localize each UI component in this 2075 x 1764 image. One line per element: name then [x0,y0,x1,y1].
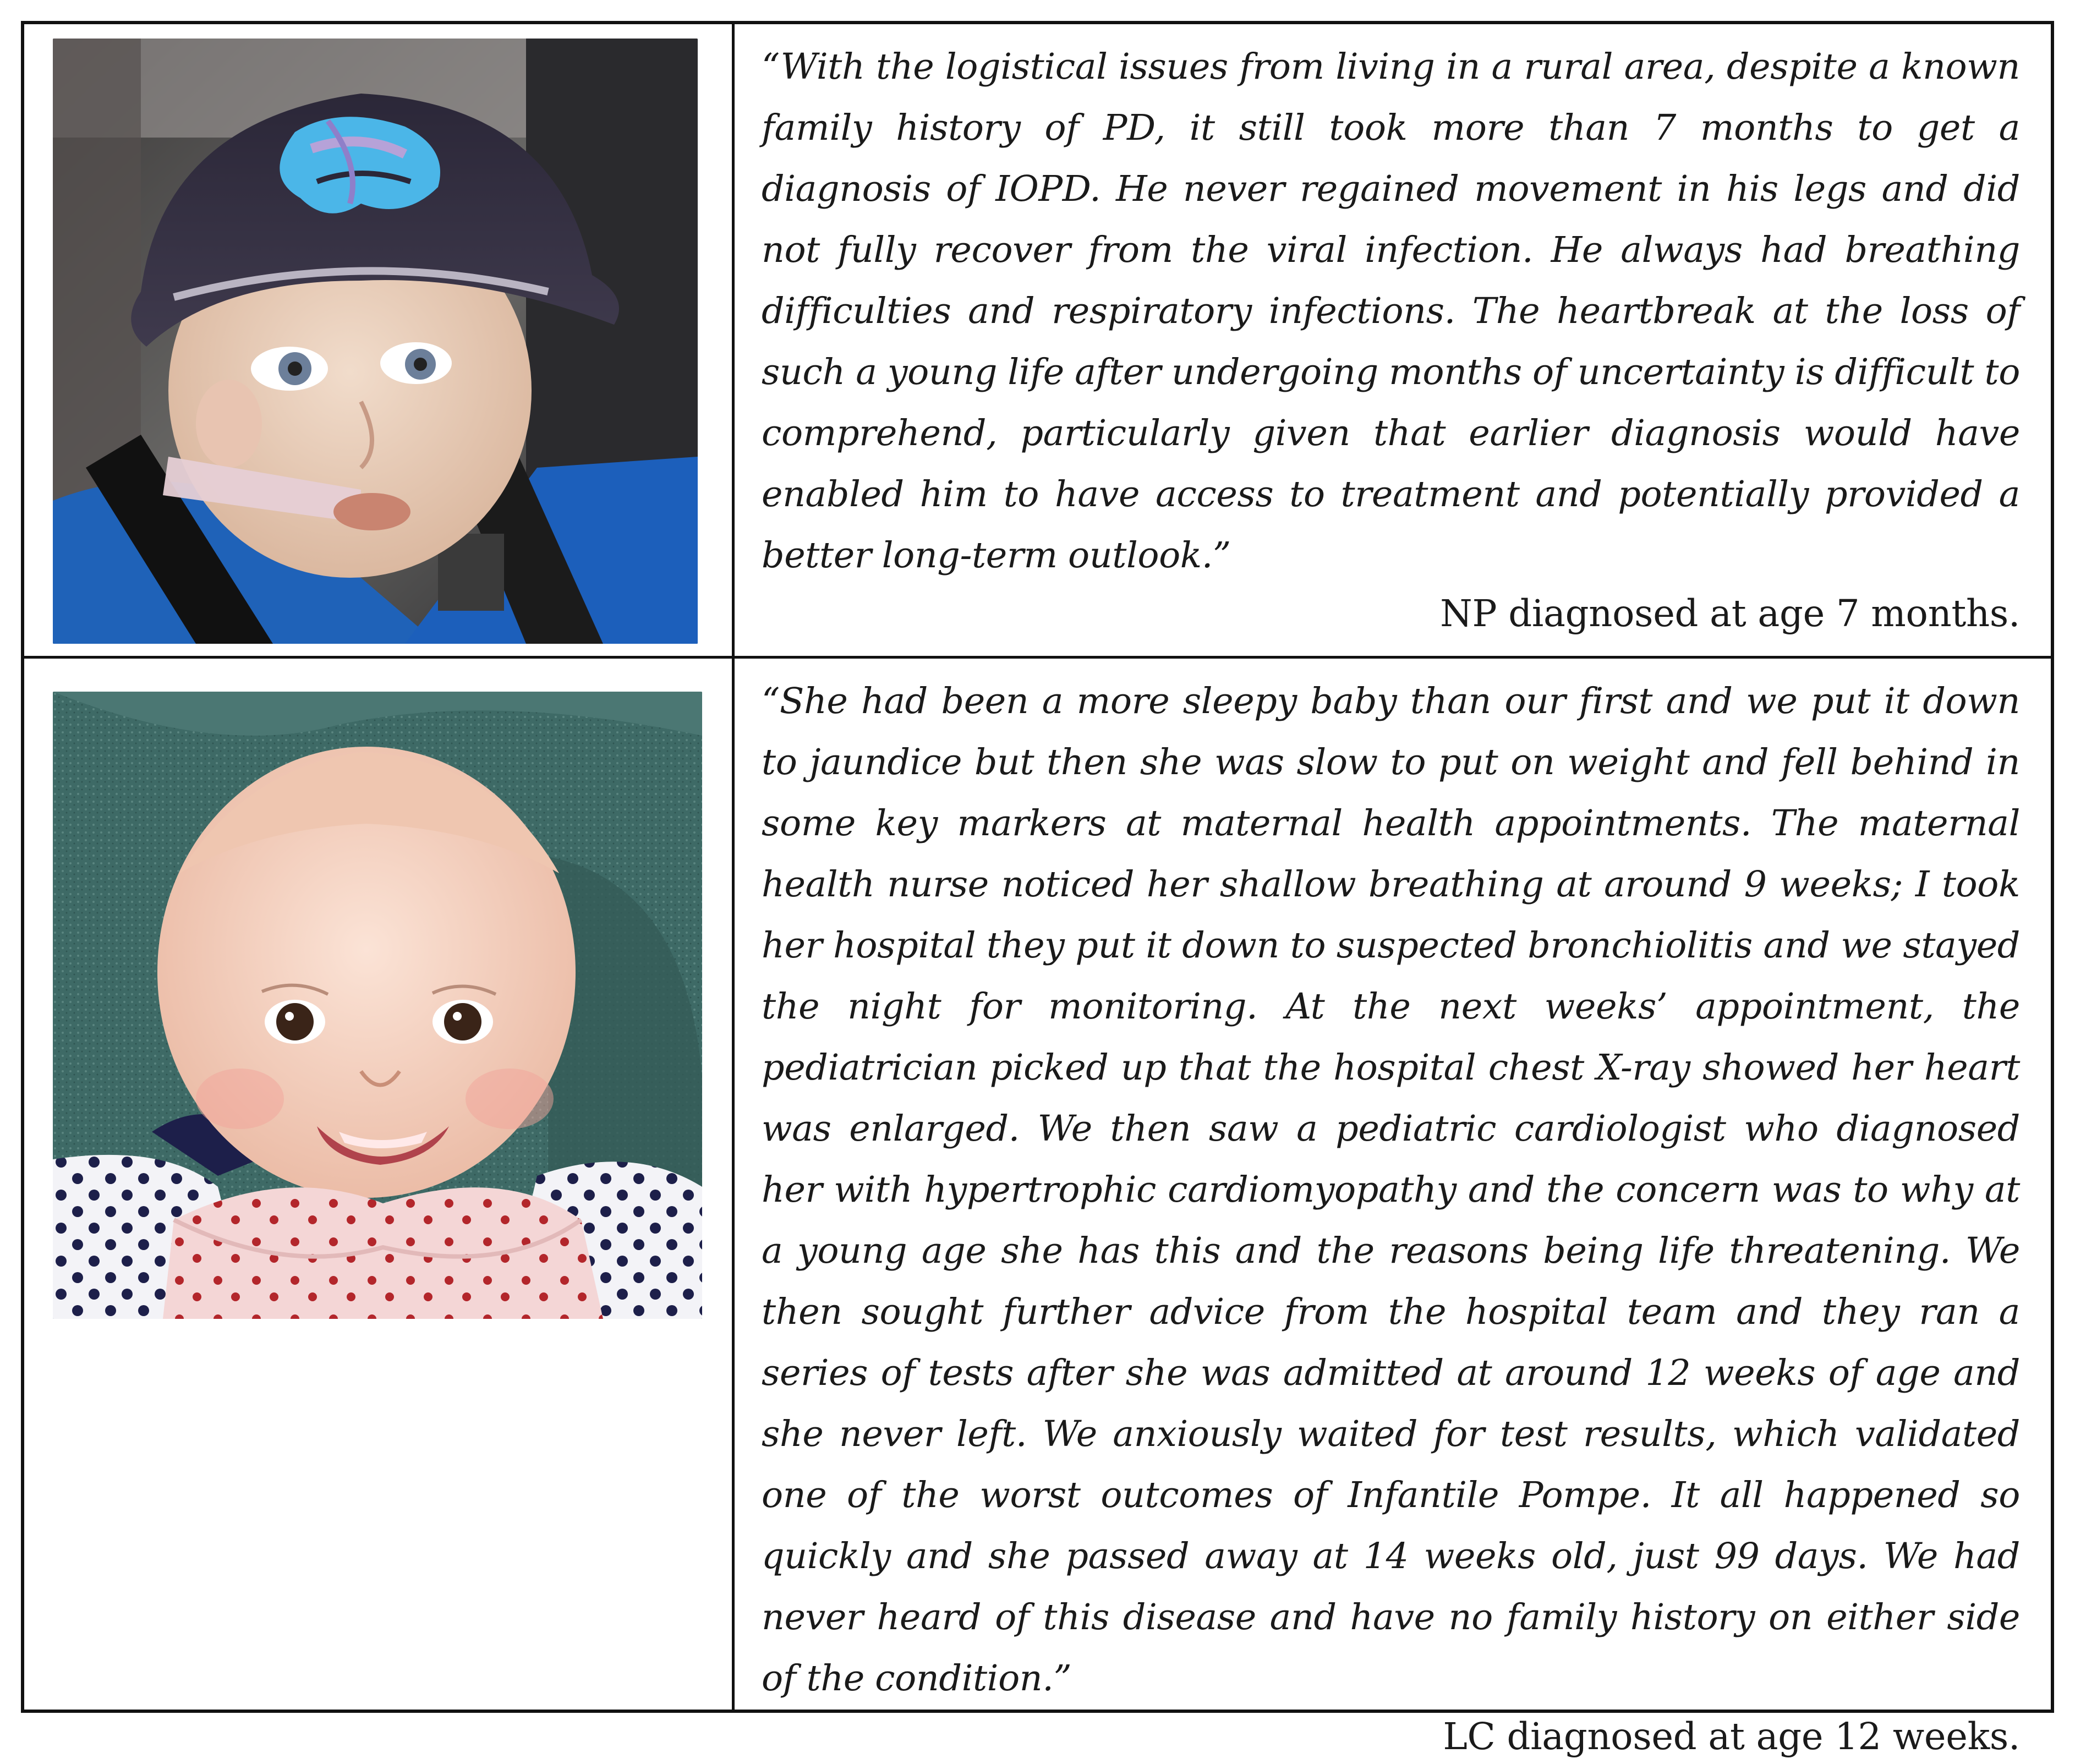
testimonial-attribution: LC diagnosed at age 12 weeks. [1443,1715,2020,1758]
testimonial-attribution: NP diagnosed at age 7 months. [1440,592,2020,635]
infant-girl-photo-illustration [53,692,702,1319]
testimonial-quote: “She had been a more sleepy baby than our first and we put it down to jaundice but then she was slow to put on weight and fell behind in some key markers at maternal health appointments. The maternal health nurse noticed her shallow breathing at around 9 weeks; I took her hospital they put it down to suspected bronchiolitis and we stayed the night for monitoring. At the next weeks’ appointment, the pediatrician picked up that the hospital chest X-ray showed her heart was enlarged. We then saw a pediatric cardiologist who diagnosed her with hypertrophic cardiomyopathy and the concern was to why at a young age she has this and the reasons being life threatening. We then sought further advice from the hospital team and they ran a series of tests after she was admitted at around 12 weeks of age and she never left. We anxiously waited for test results, which validated one of the worst outcomes of Infantile Pompe. It all happened so quickly and she passed away at 14 weeks old, just 99 days. We had never heard of this disease and have no family history on either side of the condition.” [762,681,2020,1699]
infant-photo [53,692,702,1319]
testimonial-quote: “With the logistical issues from living in a rural area, despite a known family history of PD, it still took more than 7 months to get a diagnosis of IOPD. He never regained movement in his legs and did not fully recover from the viral infection. He always had breathing difficulties and respiratory infections. The heartbreak at the loss of such a young life after undergoing months of uncertainty is difficult to comprehend, particularly given that earlier diagnosis would have enabled him to have access to treatment and potentially provided a better long-term outlook.” [762,46,2020,576]
testimonial-row [24,659,2051,1758]
testimonial-text [762,671,2020,1764]
infant-photo [53,39,698,644]
testimonial-text [762,36,2020,641]
testimonial-row [24,24,2051,659]
testimonial-table [21,21,2054,1758]
infant-boy-photo-illustration [53,39,698,644]
